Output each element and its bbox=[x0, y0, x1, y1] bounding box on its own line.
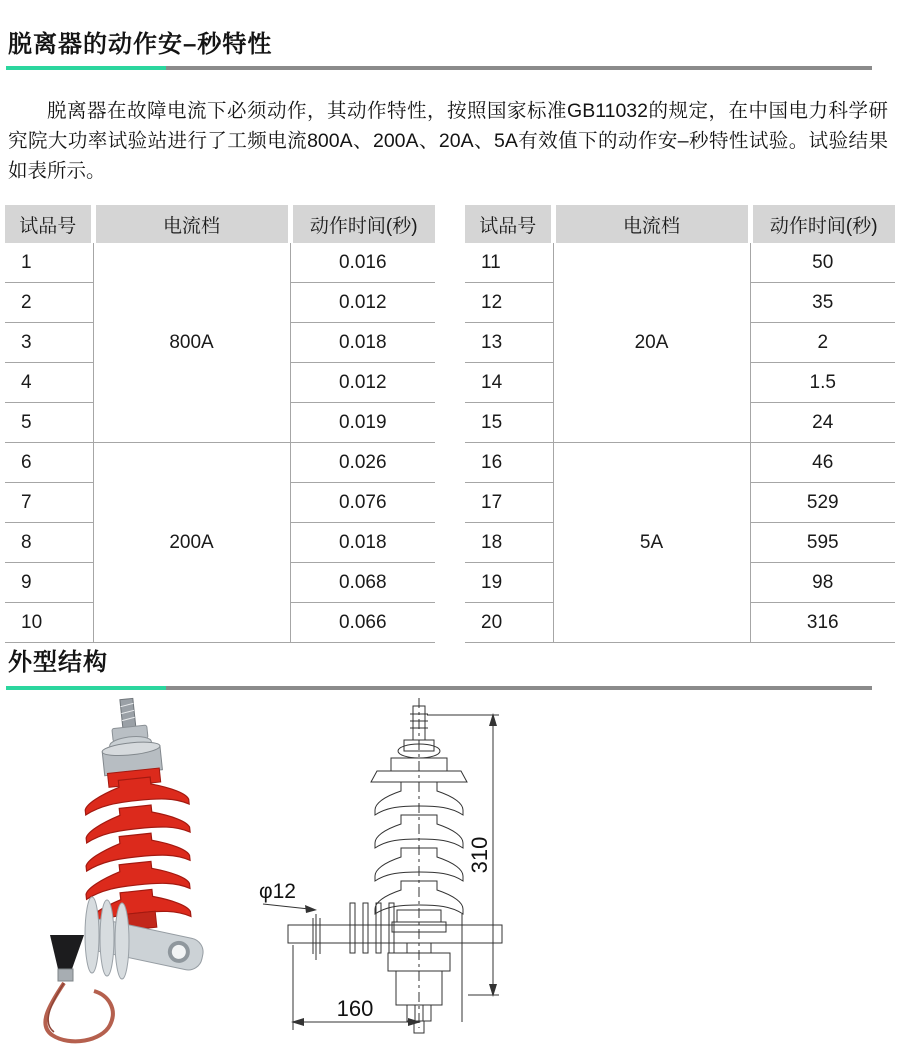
sample-cell: 8 bbox=[5, 523, 93, 563]
time-cell: 35 bbox=[750, 283, 895, 323]
sample-cell: 10 bbox=[5, 603, 93, 643]
table-row bbox=[465, 443, 895, 483]
sample-cell: 3 bbox=[5, 323, 93, 363]
time-cell: 50 bbox=[750, 243, 895, 283]
sample-cell: 7 bbox=[5, 483, 93, 523]
test-table-right bbox=[465, 205, 895, 643]
test-result-tables bbox=[0, 205, 900, 643]
height-dim-label: 310 bbox=[467, 836, 492, 874]
sample-cell: 5 bbox=[5, 403, 93, 443]
width-dim-label: 160 bbox=[336, 996, 374, 1021]
sample-cell: 15 bbox=[465, 403, 553, 443]
header-sample-no: 试品号 bbox=[465, 205, 553, 243]
sample-cell: 9 bbox=[5, 563, 93, 603]
table-header-row bbox=[5, 205, 435, 243]
time-cell: 0.066 bbox=[290, 603, 435, 643]
current-cell: 5A bbox=[553, 443, 750, 643]
time-cell: 46 bbox=[750, 443, 895, 483]
time-cell: 0.018 bbox=[290, 523, 435, 563]
sample-cell: 19 bbox=[465, 563, 553, 603]
arrester-body bbox=[64, 695, 201, 934]
section-divider bbox=[6, 66, 872, 70]
time-cell: 529 bbox=[750, 483, 895, 523]
ground-wire bbox=[45, 983, 113, 1041]
section-title-structure: 外型结构 bbox=[8, 649, 108, 676]
header-current: 电流档 bbox=[93, 205, 290, 243]
time-cell: 0.068 bbox=[290, 563, 435, 603]
time-cell: 0.019 bbox=[290, 403, 435, 443]
header-sample-no: 试品号 bbox=[5, 205, 93, 243]
time-cell: 1.5 bbox=[750, 363, 895, 403]
header-time: 动作时间(秒) bbox=[750, 205, 895, 243]
current-cell: 200A bbox=[93, 443, 290, 643]
intro-paragraph: 脱离器在故障电流下必须动作，其动作特性，按照国家标准GB11032的规定，在中国电力科学研究院大功率试验站进行了工频电流800A、200A、20A、5A有效值下的动作安–秒特性试验。试验结果如表所示。 bbox=[8, 100, 888, 182]
sample-cell: 6 bbox=[5, 443, 93, 483]
arrester-photo bbox=[8, 695, 253, 1047]
header-time: 动作时间(秒) bbox=[290, 205, 435, 243]
sample-cell: 20 bbox=[465, 603, 553, 643]
divider-accent bbox=[6, 686, 166, 690]
time-cell: 98 bbox=[750, 563, 895, 603]
sample-cell: 1 bbox=[5, 243, 93, 283]
time-cell: 0.012 bbox=[290, 283, 435, 323]
time-cell: 316 bbox=[750, 603, 895, 643]
time-cell: 0.016 bbox=[290, 243, 435, 283]
time-cell: 0.026 bbox=[290, 443, 435, 483]
sample-cell: 16 bbox=[465, 443, 553, 483]
section-title-amp-second: 脱离器的动作安–秒特性 bbox=[8, 31, 273, 58]
test-table-left bbox=[5, 205, 435, 643]
time-cell: 0.012 bbox=[290, 363, 435, 403]
section-divider bbox=[6, 686, 872, 690]
header-current: 电流档 bbox=[553, 205, 750, 243]
diameter-label: φ12 bbox=[259, 880, 296, 903]
time-cell: 0.076 bbox=[290, 483, 435, 523]
sample-cell: 11 bbox=[465, 243, 553, 283]
diameter-leader-line bbox=[263, 904, 309, 909]
sample-cell: 18 bbox=[465, 523, 553, 563]
sample-cell: 12 bbox=[465, 283, 553, 323]
sample-cell: 13 bbox=[465, 323, 553, 363]
outline-drawing bbox=[255, 692, 615, 1052]
divider-accent bbox=[6, 66, 166, 70]
sample-cell: 2 bbox=[5, 283, 93, 323]
sample-cell: 17 bbox=[465, 483, 553, 523]
table-header-row bbox=[465, 205, 895, 243]
cone-terminal bbox=[50, 935, 84, 969]
current-cell: 20A bbox=[553, 243, 750, 443]
table-row bbox=[465, 243, 895, 283]
table-row bbox=[5, 443, 435, 483]
time-cell: 24 bbox=[750, 403, 895, 443]
time-cell: 0.018 bbox=[290, 323, 435, 363]
time-cell: 2 bbox=[750, 323, 895, 363]
sample-cell: 14 bbox=[465, 363, 553, 403]
current-cell: 800A bbox=[93, 243, 290, 443]
table-row bbox=[5, 243, 435, 283]
sample-cell: 4 bbox=[5, 363, 93, 403]
time-cell: 595 bbox=[750, 523, 895, 563]
